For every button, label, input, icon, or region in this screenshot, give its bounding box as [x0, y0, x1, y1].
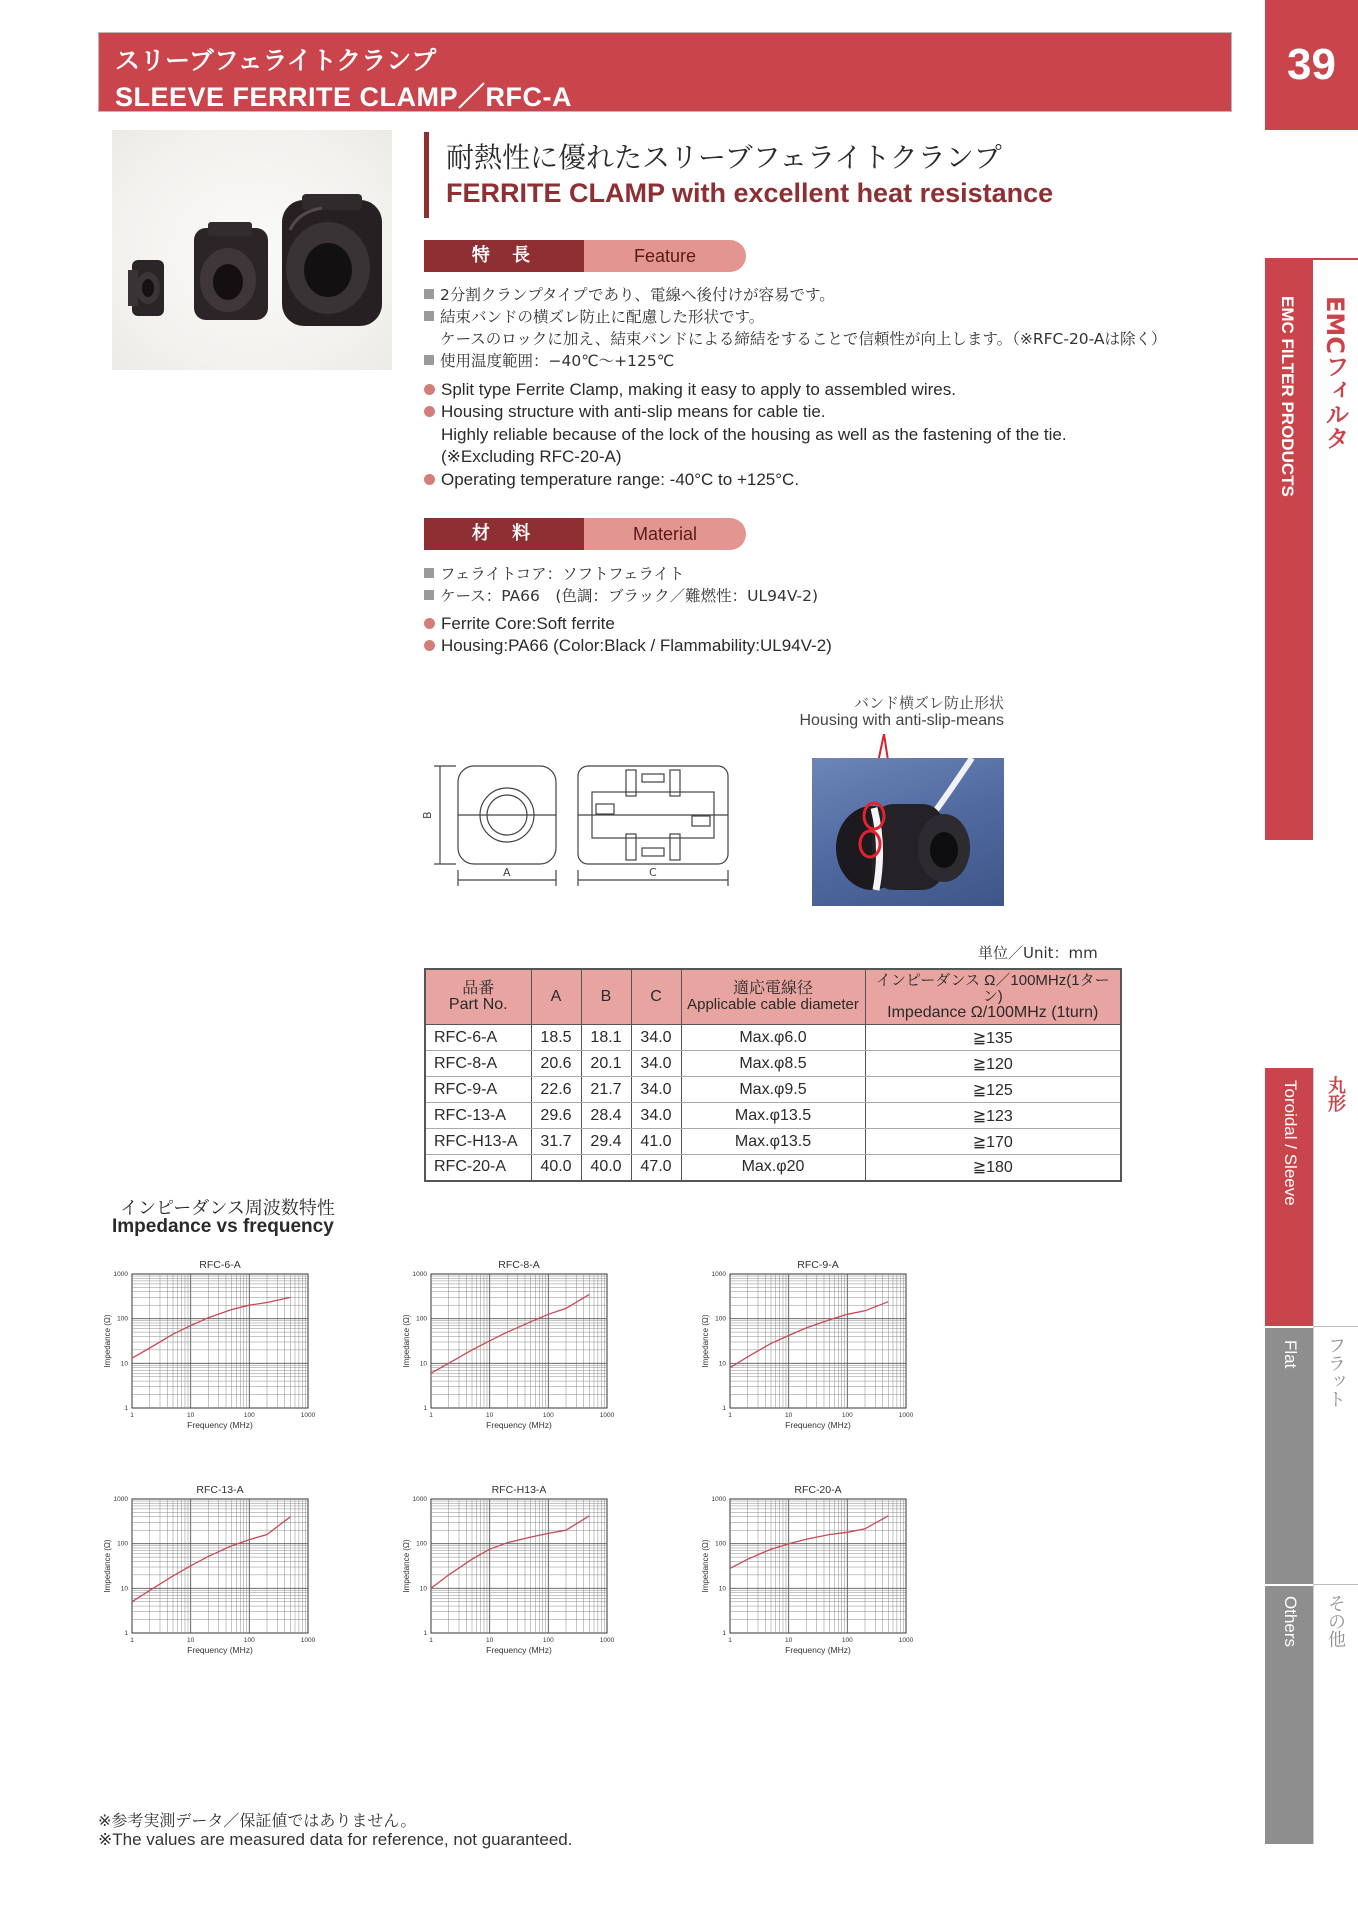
- large-clamp-image: [282, 194, 382, 326]
- plot-frame: [431, 1274, 607, 1408]
- y-tick-label: 1: [722, 1405, 726, 1412]
- headline-jp: 耐熱性に優れたスリーブフェライトクランプ: [446, 141, 1002, 174]
- footer-note-en: ※The values are measured data for reference, not guaranteed.: [98, 1830, 573, 1849]
- x-tick-label: 100: [841, 1412, 853, 1419]
- y-tick-label: 10: [120, 1585, 128, 1593]
- y-tick-label: 1: [124, 1630, 128, 1637]
- x-tick-label: 100: [243, 1637, 255, 1644]
- y-tick-label: 1: [423, 1405, 427, 1412]
- plot-frame: [132, 1274, 308, 1408]
- y-axis-label: Impedance (Ω): [701, 1314, 710, 1368]
- impedance-chart-rfc-6-a: [100, 1256, 320, 1456]
- x-tick-label: 1000: [898, 1637, 914, 1644]
- y-axis-label: Impedance (Ω): [402, 1539, 411, 1593]
- x-tick-label: 10: [187, 1412, 195, 1419]
- x-tick-label: 1000: [599, 1637, 615, 1644]
- title-banner: [98, 32, 1232, 112]
- x-tick-label: 100: [243, 1412, 255, 1419]
- y-axis-label: Impedance (Ω): [103, 1314, 112, 1368]
- y-tick-label: 100: [715, 1540, 726, 1548]
- feature-en-item: Housing structure with anti-slip means for cable tie.: [424, 402, 826, 422]
- y-tick-label: 1000: [113, 1271, 128, 1278]
- chart-title: RFC-8-A: [498, 1259, 540, 1271]
- annotation-en: Housing with anti-slip-means: [799, 712, 1004, 729]
- feature-en-item: Split type Ferrite Clamp, making it easy to apply to assembled wires.: [424, 380, 956, 400]
- material-en-item: Housing:PA66 (Color:Black / Flammability:UL94V-2): [424, 636, 832, 656]
- x-axis-label: Frequency (MHz): [486, 1645, 552, 1655]
- y-axis-label: Impedance (Ω): [701, 1539, 710, 1593]
- y-tick-label: 100: [117, 1315, 128, 1323]
- x-tick-label: 1000: [300, 1637, 316, 1644]
- chart-title: RFC-H13-A: [491, 1484, 547, 1496]
- tab-others-label[interactable]: Others: [1281, 1596, 1300, 1648]
- x-tick-label: 100: [841, 1637, 853, 1644]
- small-clamp-image: [128, 260, 164, 316]
- category-label-en: EMC FILTER PRODUCTS: [1278, 296, 1297, 497]
- material-label-en: Material: [584, 518, 746, 550]
- annotation-jp: バンド横ズレ防止形状: [853, 694, 1004, 712]
- y-tick-label: 1: [423, 1630, 427, 1637]
- plot-frame: [132, 1499, 308, 1633]
- y-tick-label: 1: [722, 1630, 726, 1637]
- y-tick-label: 1000: [412, 1496, 427, 1503]
- x-axis-label: Frequency (MHz): [785, 1420, 851, 1430]
- plot-frame: [431, 1499, 607, 1633]
- impedance-chart-rfc-13-a: [100, 1481, 320, 1681]
- y-tick-label: 100: [117, 1540, 128, 1548]
- unit-label: 単位／Unit：mm: [978, 944, 1098, 962]
- x-tick-label: 100: [542, 1412, 554, 1419]
- y-tick-label: 1000: [711, 1496, 726, 1503]
- medium-clamp-image: [194, 222, 268, 320]
- charts-title-en: Impedance vs frequency: [112, 1216, 334, 1237]
- x-axis-label: Frequency (MHz): [486, 1420, 552, 1430]
- header-a: A: [531, 969, 581, 1025]
- footer-note-jp: ※参考実測データ／保証値ではありません。: [98, 1811, 417, 1830]
- tab-others-jp[interactable]: その他: [1325, 1594, 1346, 1648]
- y-tick-label: 10: [718, 1360, 726, 1368]
- feature-jp-item: 結束バンドの横ズレ防止に配慮した形状です。: [424, 305, 764, 327]
- x-tick-label: 10: [486, 1637, 494, 1644]
- tab-toroidal-sleeve-jp[interactable]: 丸形: [1325, 1076, 1346, 1112]
- x-axis-label: Frequency (MHz): [187, 1420, 253, 1430]
- chart-svg: [399, 1256, 619, 1456]
- material-label-jp: 材 料: [424, 518, 586, 550]
- tab-flat-label[interactable]: Flat: [1281, 1340, 1300, 1369]
- x-tick-label: 1: [728, 1637, 732, 1644]
- plot-frame: [730, 1499, 906, 1633]
- dim-label-a: A: [503, 866, 511, 879]
- charts-title-jp: インピーダンス周波数特性: [120, 1198, 335, 1219]
- spec-table: [424, 968, 1122, 1182]
- feature-label-en: Feature: [584, 240, 746, 272]
- impedance-chart-rfc-9-a: [698, 1256, 918, 1456]
- y-tick-label: 1000: [711, 1271, 726, 1278]
- dim-label-b: B: [421, 811, 434, 819]
- plot-frame: [730, 1274, 906, 1408]
- feature-jp-item: 2分割クランプタイプであり、電線へ後付けが容易です。: [424, 283, 835, 305]
- header-cable: 適応電線径 Applicable cable diameter: [681, 969, 865, 1025]
- table-row: RFC-6-A 18.5 18.1 34.0 Max.φ6.0 ≧135: [425, 1025, 1121, 1051]
- chart-svg: [399, 1481, 619, 1681]
- x-tick-label: 1: [429, 1412, 433, 1419]
- chart-svg: [100, 1481, 320, 1681]
- x-tick-label: 1000: [599, 1412, 615, 1419]
- table-row: RFC-13-A 29.6 28.4 34.0 Max.φ13.5 ≧123: [425, 1103, 1121, 1129]
- y-tick-label: 10: [419, 1360, 427, 1368]
- x-tick-label: 10: [785, 1637, 793, 1644]
- product-photo: [112, 130, 392, 370]
- page-title-en: SLEEVE FERRITE CLAMP／RFC-A: [115, 82, 573, 112]
- x-tick-label: 10: [486, 1412, 494, 1419]
- dimension-drawing: [420, 752, 750, 892]
- dim-label-c: C: [649, 866, 657, 879]
- y-tick-label: 100: [715, 1315, 726, 1323]
- x-tick-label: 100: [542, 1637, 554, 1644]
- chart-title: RFC-6-A: [199, 1259, 241, 1271]
- material-jp-item: フェライトコア：ソフトフェライト: [424, 562, 684, 584]
- header-b: B: [581, 969, 631, 1025]
- header-part: 品番 Part No.: [425, 969, 531, 1025]
- x-axis-label: Frequency (MHz): [785, 1645, 851, 1655]
- chart-svg: [698, 1481, 918, 1681]
- page-number-tab: [1265, 0, 1358, 130]
- impedance-chart-rfc-20-a: [698, 1481, 918, 1681]
- headline-en: FERRITE CLAMP with excellent heat resistance: [446, 178, 1054, 208]
- y-tick-label: 100: [416, 1315, 427, 1323]
- feature-jp-item: ケースのロックに加え、結束バンドによる締結をすることで信頼性が向上します。（※RFC-20-Aは除く）: [440, 330, 1167, 348]
- tab-toroidal-sleeve-label[interactable]: Toroidal / Sleeve: [1281, 1080, 1300, 1206]
- header-c: C: [631, 969, 681, 1025]
- cable-tie-photo: [812, 758, 1004, 906]
- headline-bar: [424, 132, 429, 218]
- chart-title: RFC-9-A: [797, 1259, 839, 1271]
- y-tick-label: 10: [419, 1585, 427, 1593]
- x-tick-label: 1000: [898, 1412, 914, 1419]
- table-row: RFC-9-A 22.6 21.7 34.0 Max.φ9.5 ≧125: [425, 1077, 1121, 1103]
- chart-title: RFC-13-A: [196, 1484, 244, 1496]
- feature-label-jp: 特 長: [424, 240, 586, 272]
- y-axis-label: Impedance (Ω): [103, 1539, 112, 1593]
- y-axis-label: Impedance (Ω): [402, 1314, 411, 1368]
- chart-svg: [100, 1256, 320, 1456]
- tab-flat-jp[interactable]: フラット: [1325, 1336, 1346, 1408]
- y-tick-label: 100: [416, 1540, 427, 1548]
- y-tick-label: 1000: [412, 1271, 427, 1278]
- x-tick-label: 10: [187, 1637, 195, 1644]
- impedance-chart-rfc-h13-a: [399, 1481, 619, 1681]
- x-axis-label: Frequency (MHz): [187, 1645, 253, 1655]
- x-tick-label: 1: [130, 1637, 134, 1644]
- feature-en-item: (※Excluding RFC-20-A): [441, 447, 622, 466]
- table-row: RFC-20-A 40.0 40.0 47.0 Max.φ20 ≧180: [425, 1155, 1121, 1181]
- category-label-jp: EMCフィルタ: [1321, 296, 1349, 450]
- y-tick-label: 1000: [113, 1496, 128, 1503]
- y-tick-label: 10: [718, 1585, 726, 1593]
- page-number: 39: [1287, 40, 1336, 89]
- y-tick-label: 1: [124, 1405, 128, 1412]
- table-row: RFC-8-A 20.6 20.1 34.0 Max.φ8.5 ≧120: [425, 1051, 1121, 1077]
- table-row: RFC-H13-A 31.7 29.4 41.0 Max.φ13.5 ≧170: [425, 1129, 1121, 1155]
- material-jp-item: ケース：PA66 (色調：ブラック／難燃性：UL94V-2): [424, 584, 818, 606]
- page-title-jp: スリーブフェライトクランプ: [115, 46, 437, 75]
- feature-jp-item: 使用温度範囲：−40℃〜+125℃: [424, 349, 674, 371]
- x-tick-label: 1: [728, 1412, 732, 1419]
- y-tick-label: 10: [120, 1360, 128, 1368]
- chart-title: RFC-20-A: [794, 1484, 842, 1496]
- x-tick-label: 1: [429, 1637, 433, 1644]
- feature-en-item: Operating temperature range: -40°C to +125°C.: [424, 470, 799, 490]
- x-tick-label: 1000: [300, 1412, 316, 1419]
- x-tick-label: 10: [785, 1412, 793, 1419]
- header-impedance: インピーダンス Ω／100MHz(1ターン) Impedance Ω/100MHz (1turn): [865, 969, 1121, 1025]
- x-tick-label: 1: [130, 1412, 134, 1419]
- chart-svg: [698, 1256, 918, 1456]
- material-en-item: Ferrite Core:Soft ferrite: [424, 614, 615, 634]
- feature-en-item: Highly reliable because of the lock of the housing as well as the fastening of the tie.: [441, 425, 1067, 444]
- impedance-chart-rfc-8-a: [399, 1256, 619, 1456]
